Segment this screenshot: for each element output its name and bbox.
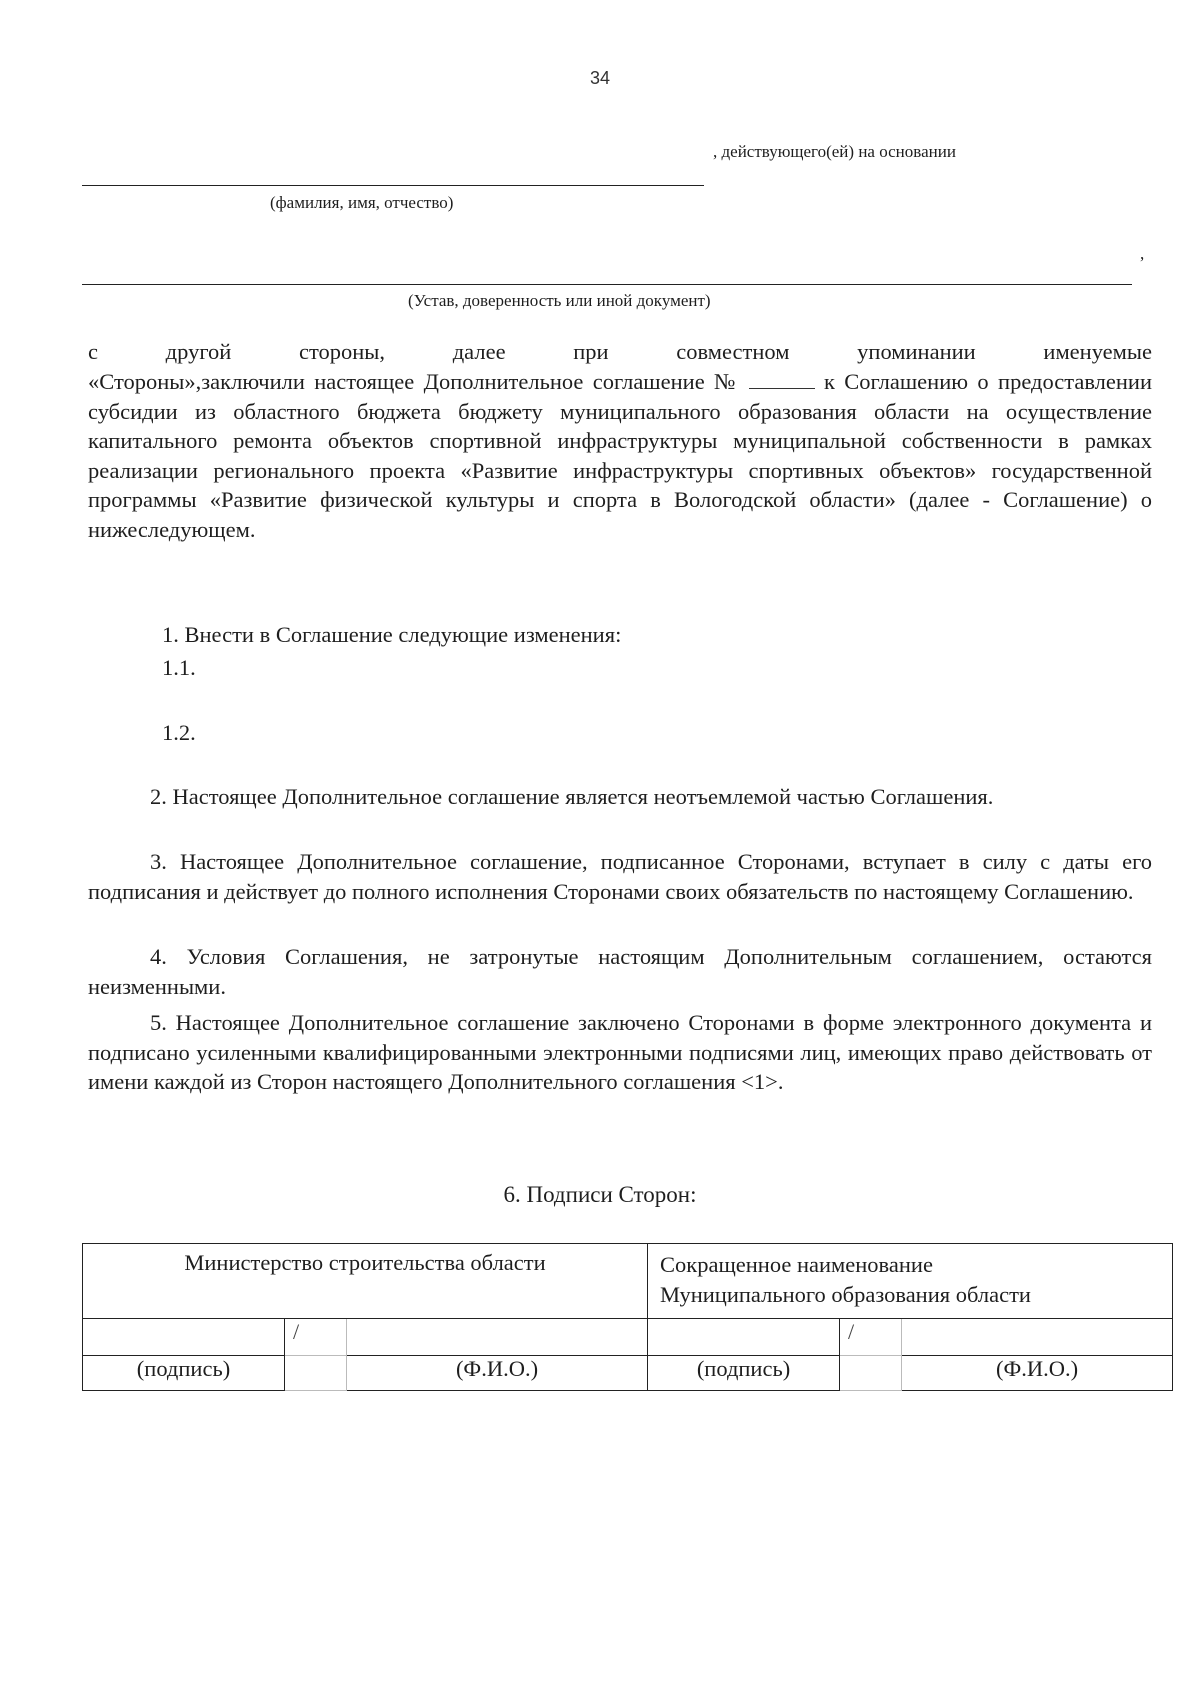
signatures-table: [82, 1243, 1173, 1391]
name-blank-line: [82, 185, 704, 186]
intro-text-before-number: «Стороны»,заключили настоящее Дополнительное соглашение №: [88, 369, 740, 394]
right-party-name-line1: Сокращенное наименование: [660, 1252, 933, 1277]
intro-paragraph: [88, 367, 1152, 544]
right-slash: /: [848, 1319, 855, 1344]
item-4: 4. Условия Соглашения, не затронутые настоящим Дополнительным соглашением, остаются неизменными.: [88, 944, 1152, 999]
acting-basis-text: , действующего(ей) на основании: [713, 142, 956, 161]
left-slash: /: [293, 1319, 300, 1344]
right-party-name-line2: Муниципального образования области: [660, 1282, 1031, 1307]
left-slash-cell: [285, 1319, 347, 1356]
signatures-heading: 6. Подписи Сторон:: [503, 1182, 697, 1207]
item-1-1: 1.1.: [162, 655, 196, 680]
trailing-comma: ,: [1140, 244, 1145, 263]
document-caption: (Устав, доверенность или иной документ): [408, 291, 711, 310]
left-signature-caption: (подпись): [136, 1356, 231, 1381]
right-empty-cell: [840, 1356, 902, 1391]
right-signature-field[interactable]: [648, 1319, 840, 1356]
right-signature-caption: (подпись): [696, 1356, 791, 1381]
right-fio-caption-cell: [902, 1356, 1173, 1391]
left-party-name: Министерство строительства области: [184, 1250, 546, 1275]
left-signature-caption-cell: [83, 1356, 285, 1391]
intro-text-after-number: к Соглашению о предоставлении субсидии из областного бюджета бюджету муниципального образования области на осуществление капитального ремонта объектов спортивной инфраструктуры муниципальной собственности в рамках реализации регионального проекта «Развитие инфраструктуры спортивных объектов» государственной программы «Развитие физической культуры и спорта в Вологодской области» (далее - Соглашение) о нижеследующем.: [88, 369, 1153, 542]
document-blank-line: [82, 284, 1132, 285]
right-fio-field[interactable]: [902, 1319, 1173, 1356]
intro-first-line: с другой стороны, далее при совместном упоминании именуемые: [88, 339, 1152, 364]
item-1-2: 1.2.: [162, 720, 196, 745]
left-fio-field[interactable]: [347, 1319, 648, 1356]
fio-caption: (фамилия, имя, отчество): [270, 193, 454, 212]
page-number: 34: [589, 68, 611, 88]
item-1: 1. Внести в Соглашение следующие изменения:: [162, 622, 622, 647]
left-signature-field[interactable]: [83, 1319, 285, 1356]
left-empty-cell: [285, 1356, 347, 1391]
item-3: 3. Настоящее Дополнительное соглашение, подписанное Сторонами, вступает в силу с даты его подписания и действует до полного исполнения Сторонами своих обязательств по настоящему Соглашению.: [88, 849, 1152, 904]
right-signature-caption-cell: [648, 1356, 840, 1391]
left-fio-caption: (Ф.И.О.): [455, 1356, 539, 1381]
agreement-number-blank: [749, 370, 815, 389]
item-5: 5. Настоящее Дополнительное соглашение заключено Сторонами в форме электронного документа и подписано усиленными квалифицированными электронными подписями лиц, имеющих право действовать от имени каждой из Сторон настоящего Дополнительного соглашения <1>.: [88, 1010, 1152, 1094]
right-fio-caption: (Ф.И.О.): [995, 1356, 1079, 1381]
left-party-cell: [83, 1244, 648, 1319]
left-fio-caption-cell: [347, 1356, 648, 1391]
right-slash-cell: [840, 1319, 902, 1356]
item-2: 2. Настоящее Дополнительное соглашение является неотъемлемой частью Соглашения.: [150, 784, 994, 809]
right-party-cell: [648, 1244, 1173, 1319]
